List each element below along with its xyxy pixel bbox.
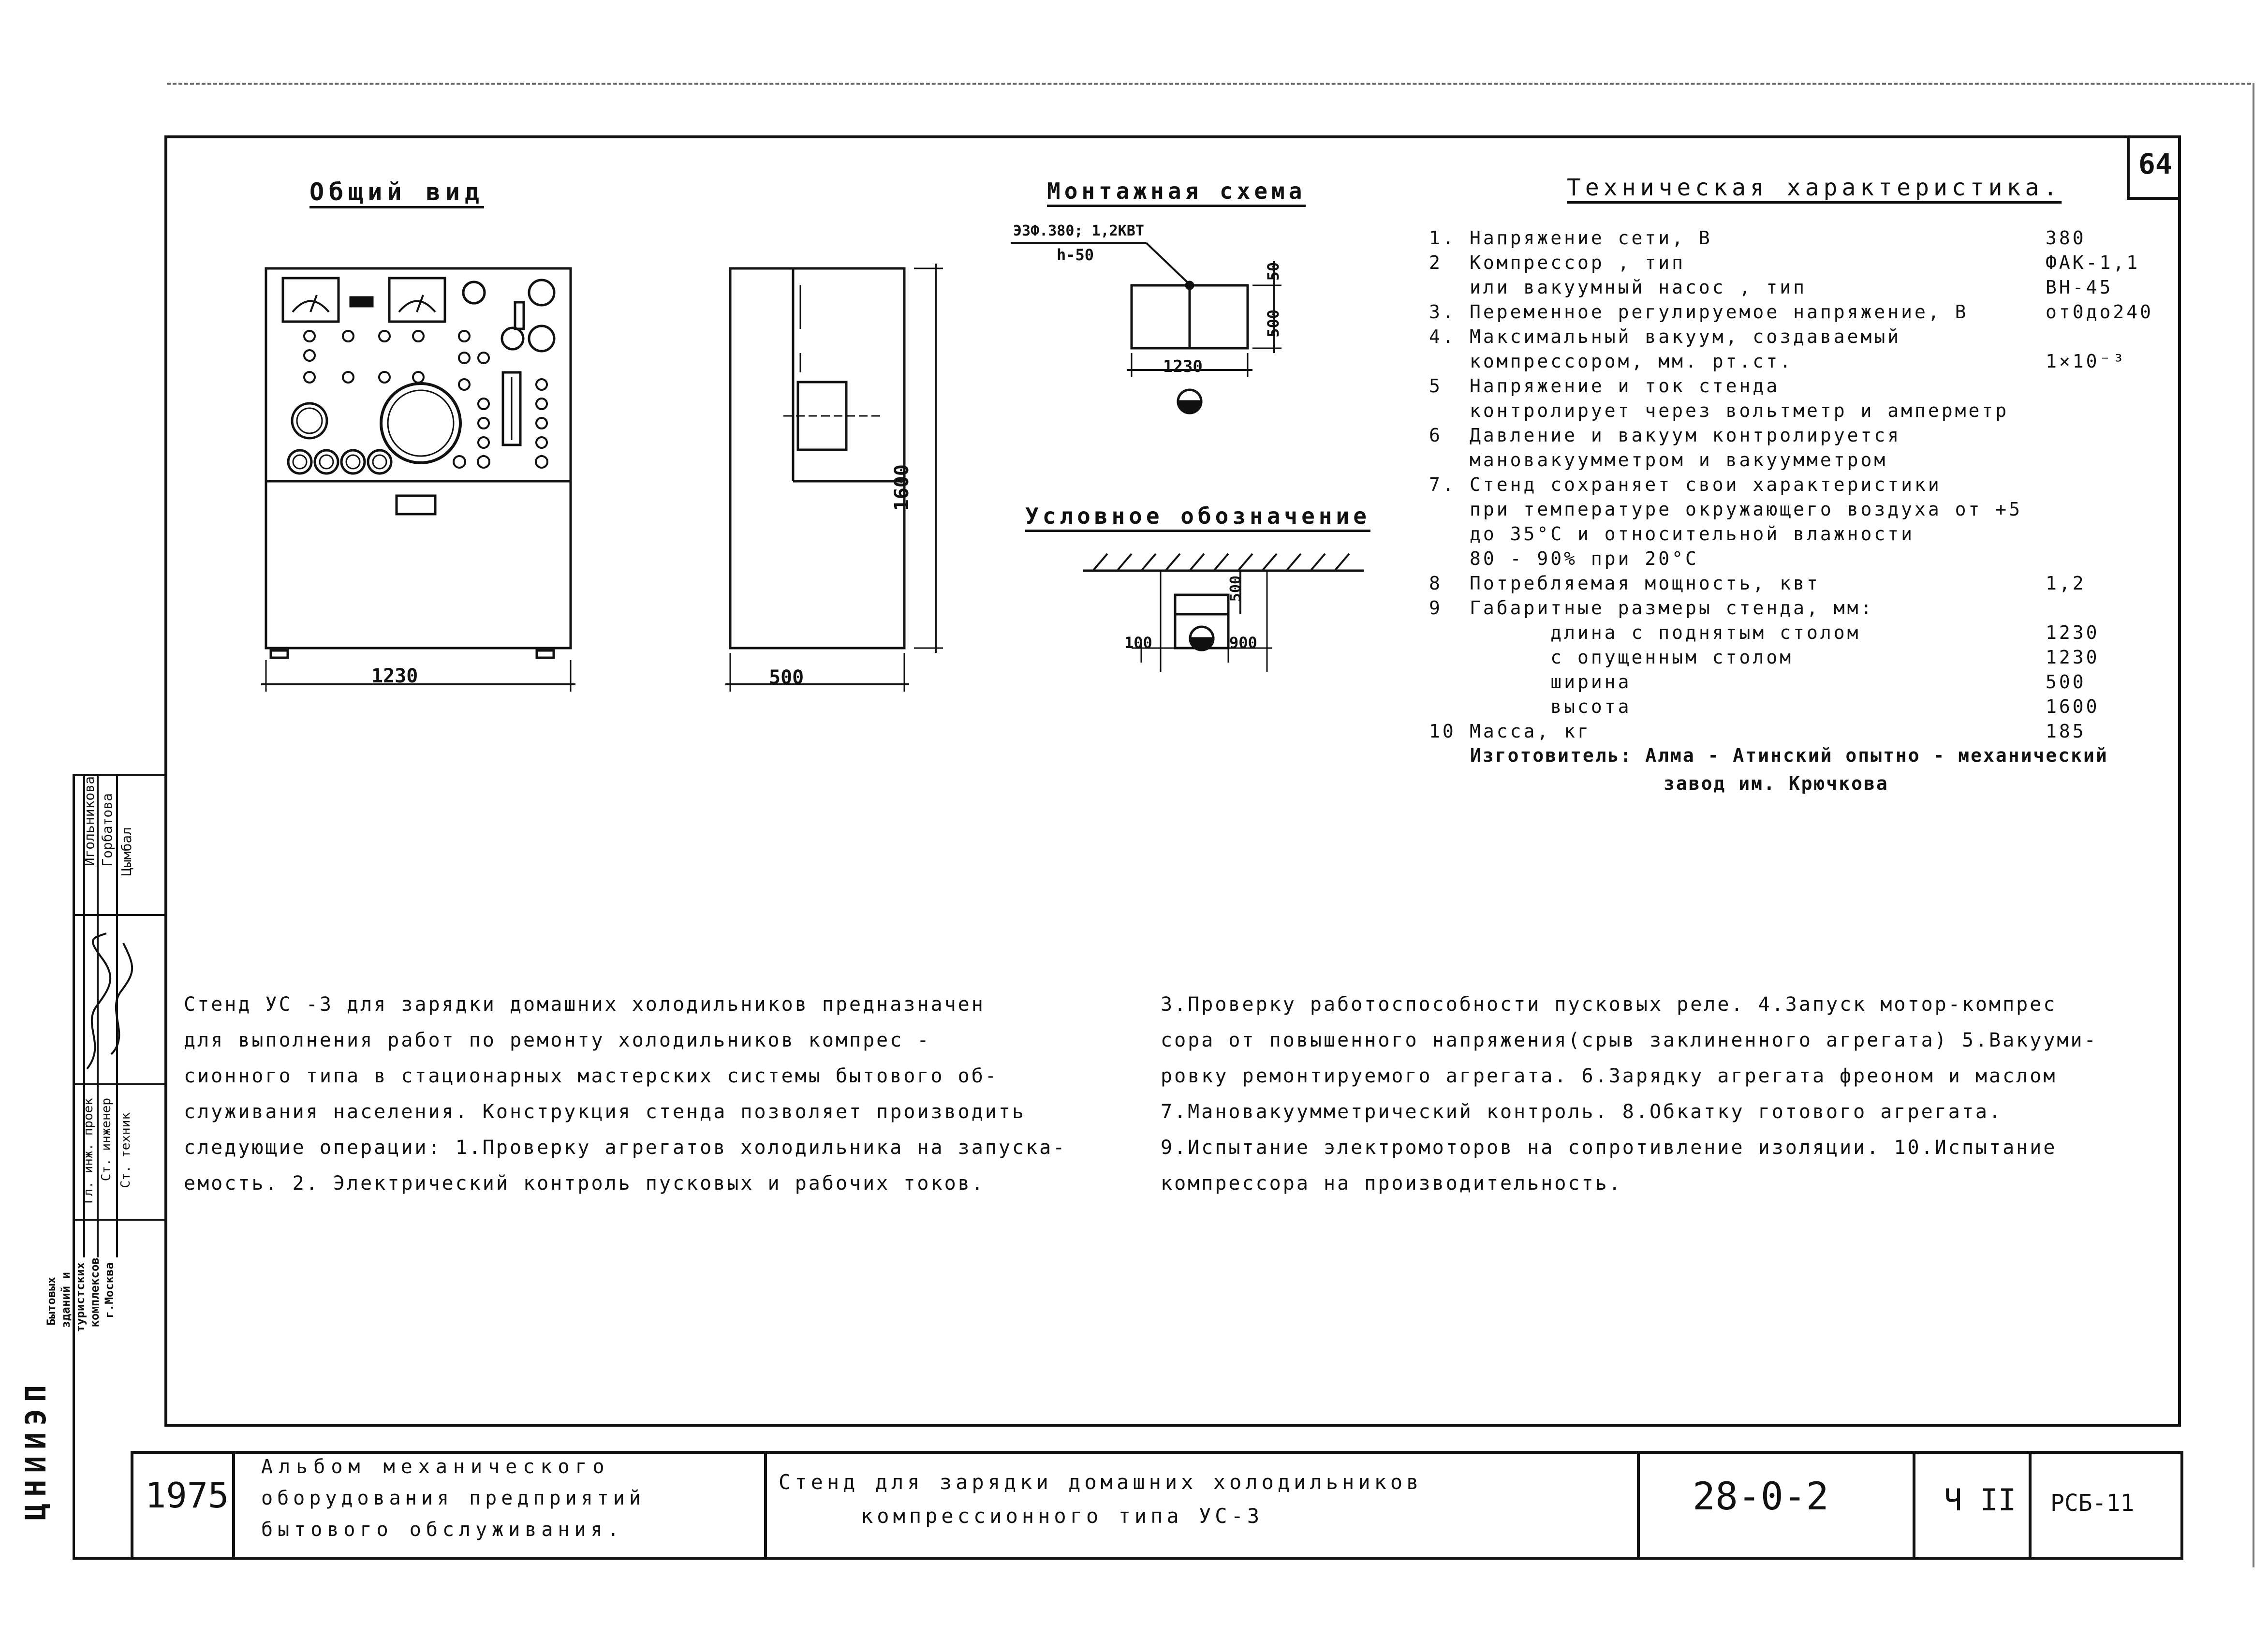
stamp-row-1 (73, 914, 167, 916)
spec-row: при температуре окружающего воздуха от +5 (1470, 499, 2022, 520)
signatures (77, 929, 145, 1074)
voltmeter (283, 278, 339, 322)
spec-row: 2 Компрессор , тип ФАК-1,1 (1429, 252, 2140, 273)
side-depth-dim: 500 (769, 666, 804, 689)
mounting-dim-1230: 1230 (1163, 357, 1203, 376)
top-edge-line (167, 83, 2251, 85)
spec-row: 7. Стенд сохраняет свои характеристики (1429, 474, 1942, 495)
ammeter (389, 278, 445, 322)
tb-part: Ч II (1944, 1482, 2017, 1518)
spec-row: высота 1600 (1470, 696, 2100, 717)
spec-row: мановакуумметром и вакуумметром (1470, 449, 1888, 471)
spec-row: компрессором, мм. рт.ст. 1×10⁻³ (1470, 351, 2127, 372)
org-line-2: зданий и (59, 1272, 73, 1328)
general-view-drawing (251, 256, 948, 706)
description-line: емость. 2. Электрический контроль пусковых и рабочих токов. (184, 1172, 985, 1195)
mounting-power-label: Э3Ф.380; 1,2КВТ (1013, 222, 1144, 239)
switch (351, 297, 372, 306)
description-line: сора от повышенного напряжения(срыв заклиненного агрегата) 5.Вакууми- (1161, 1029, 2098, 1051)
spec-row: 5 Напряжение и ток стенда (1429, 375, 1780, 397)
spec-row: 1. Напряжение сети, В 380 (1429, 227, 2086, 249)
manufacturer-line-1: Изготовитель: Алма - Атинский опытно - механический (1470, 745, 2108, 766)
org-line-3: туристских (74, 1262, 87, 1332)
side-height-dim: 1600 (891, 464, 913, 511)
spec-row: 6 Давление и вакуум контролируется (1429, 425, 1901, 446)
description-line: служивания населения. Конструкция стенда позволяет производить (184, 1101, 1026, 1123)
tb-divider-4 (1913, 1451, 1915, 1560)
symbol-title: Условное обозначение (1025, 503, 1370, 529)
spec-row: до 35°С и относительной влажности (1470, 523, 1915, 545)
tb-name-line-1: Стенд для зарядки домашних холодильников (779, 1470, 1423, 1494)
tb-name-line-2: компрессионного типа УС-3 (861, 1504, 1264, 1528)
org-line-1: Бытовых (44, 1277, 58, 1326)
stamp-role-2: Ст. инженер (99, 1098, 114, 1181)
description-line: следующие операции: 1.Проверку агрегатов холодильника на запуска- (184, 1137, 1067, 1159)
org-line-4: комплексов (88, 1257, 102, 1328)
tb-album-line-1: Альбом механического (261, 1456, 610, 1478)
general-view-title: Общий вид (309, 178, 484, 206)
description-line: ровку ремонтируемого агрегата. 6.Зарядку агрегата фреоном и маслом (1161, 1065, 2057, 1087)
description-line: для выполнения работ по ремонту холодильников компрес - (184, 1029, 931, 1051)
main-dial (381, 384, 460, 463)
stamp-name-2: Горбатова (99, 793, 115, 867)
stamp-name-1: Игольникова (81, 776, 97, 866)
spec-row: 4. Максимальный вакуум, создаваемый (1429, 326, 1901, 347)
spec-row: 80 - 90% при 20°С (1470, 548, 1699, 569)
stamp-row-3 (73, 1219, 167, 1221)
spec-row: с опущенным столом 1230 (1470, 647, 2100, 668)
specs-list (1429, 227, 2169, 750)
description-line: компрессора на производительность. (1161, 1172, 1622, 1195)
specs-title: Техническая характеристика. (1567, 174, 2062, 201)
manufacturer-line-2: завод им. Крючкова (1664, 773, 1889, 794)
spec-row: 10 Масса, кг 185 (1429, 721, 2086, 742)
description-line: 9.Испытание электромоторов на сопротивление изоляции. 10.Испытание (1161, 1137, 2057, 1159)
description-line: Стенд УС -3 для зарядки домашних холодильников предназначен (184, 993, 985, 1016)
spec-row: контролирует через вольтметр и амперметр (1470, 400, 2009, 421)
stamp-role-1: Гл. инж. проек (81, 1098, 96, 1204)
tb-album-line-2: оборудования предприятий (261, 1487, 645, 1509)
sheet-number: 64 (2138, 148, 2172, 180)
tb-year: 1975 (145, 1475, 229, 1516)
spec-row: 3. Переменное регулируемое напряжение, В от0до240 (1429, 301, 2154, 323)
tb-divider-5 (2029, 1451, 2032, 1560)
symbol-dim-100: 100 (1124, 634, 1152, 652)
description-line: 3.Проверку работоспособности пусковых реле. 4.Запуск мотор-компрес (1161, 993, 2057, 1016)
mounting-dim-50: 50 (1264, 262, 1282, 281)
symbol-drawing (1074, 546, 1383, 672)
stamp-role-3: Ст. техник (118, 1112, 133, 1188)
mounting-scheme-title: Монтажная схема (1047, 178, 1306, 204)
mounting-height-label: h-50 (1057, 246, 1094, 264)
mounting-dim-500: 500 (1264, 310, 1282, 338)
description-right (1161, 987, 2098, 1201)
tb-album-line-3: бытового обслуживания. (261, 1519, 624, 1541)
tb-divider-1 (232, 1451, 235, 1560)
door-handle (397, 496, 435, 514)
org-line-5: г.Москва (103, 1262, 116, 1318)
symbol-dim-500: 500 (1227, 576, 1244, 602)
org-abbr: ЦНИИЭП (19, 1378, 52, 1521)
stamp-name-3: Цымбал (118, 827, 134, 876)
mounting-scheme-drawing (1011, 237, 1301, 430)
spec-row: 9 Габаритные размеры стенда, мм: (1429, 597, 1874, 619)
tb-divider-2 (764, 1451, 767, 1560)
spec-row: ширина 500 (1470, 671, 2086, 693)
general-width-dim: 1230 (371, 665, 418, 687)
tb-sheet-code: РСБ-11 (2050, 1490, 2135, 1517)
spec-row: длина с поднятым столом 1230 (1470, 622, 2100, 643)
symbol-dim-900: 900 (1229, 634, 1257, 652)
description-line: сионного типа в стационарных мастерских системы бытового об- (184, 1065, 999, 1087)
tb-divider-3 (1637, 1451, 1640, 1560)
right-edge-line (2253, 83, 2254, 1567)
stamp-row-2 (73, 1083, 167, 1085)
spec-row: или вакуумный насос , тип ВН-45 (1470, 277, 2113, 298)
description-line: 7.Мановакуумметрический контроль. 8.Обкатку готового агрегата. (1161, 1101, 2003, 1123)
side-view (730, 268, 904, 648)
tb-code: 28-0-2 (1693, 1475, 1829, 1519)
spec-row: 8 Потребляемая мощность, квт 1,2 (1429, 573, 2086, 594)
description-left (184, 987, 1066, 1201)
